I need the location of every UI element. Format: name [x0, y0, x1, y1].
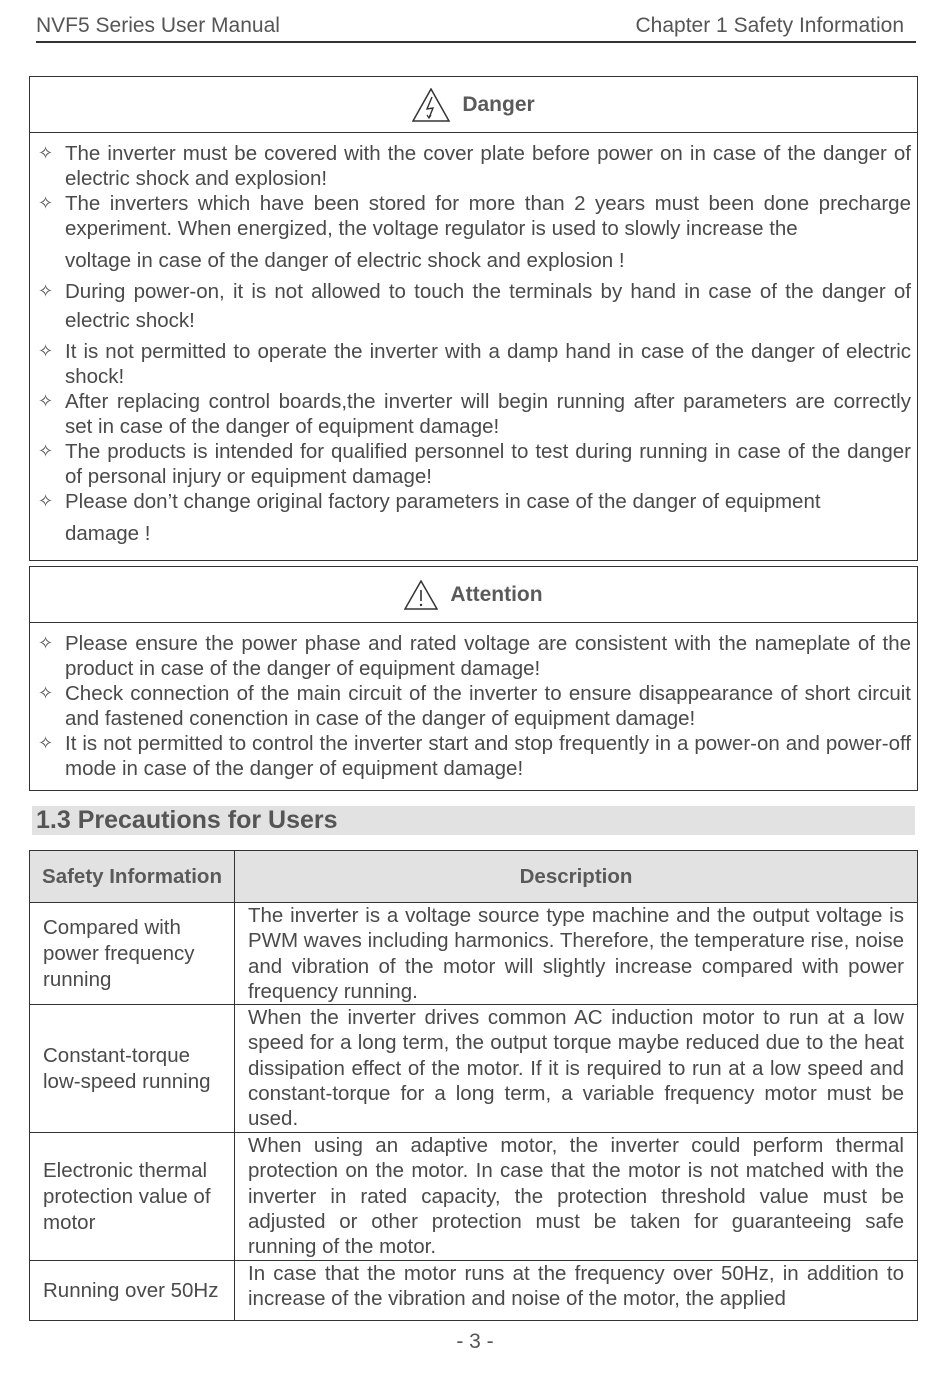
- bullet-diamond-icon: ✧: [38, 683, 54, 703]
- table-row: [30, 1133, 918, 1261]
- safety-info-cell: Compared with power frequency running: [30, 903, 235, 1005]
- bullet-diamond-icon: ✧: [38, 143, 54, 163]
- manual-title: NVF5 Series User Manual: [36, 14, 280, 37]
- page-number: - 3 -: [456, 1330, 494, 1353]
- safety-info-cell: Constant-torque low-speed running: [30, 1005, 235, 1133]
- danger-title: Danger: [462, 92, 535, 116]
- danger-list: [30, 133, 917, 554]
- list-item-text: The inverters which have been stored for more than 2 years must been done precharge experiment. When energized, the voltage regulator is used to slowly increase the: [65, 192, 911, 240]
- list-item-text: Check connection of the main circuit of the inverter to ensure disappearance of short circuit and fastened conenction in case of the danger of equipment damage!: [65, 682, 911, 730]
- list-item: [38, 339, 911, 389]
- safety-info-cell: Running over 50Hz: [30, 1261, 235, 1321]
- description-cell: In case that the motor runs at the frequency over 50Hz, in addition to increase of the vibration and noise of the motor, the applied: [235, 1261, 918, 1321]
- attention-title: Attention: [450, 582, 543, 606]
- attention-list: [30, 623, 917, 789]
- bullet-diamond-icon: ✧: [38, 341, 54, 361]
- list-item: [38, 489, 911, 546]
- safety-info-cell: Electronic thermal protection value of motor: [30, 1133, 235, 1261]
- table-row: [30, 1261, 918, 1321]
- column-header-description: Description: [235, 851, 918, 903]
- list-item-text: The products is intended for qualified personnel to test during running in case of the danger of personal injury or equipment damage!: [65, 440, 911, 488]
- danger-box: [29, 76, 918, 561]
- list-item-text: It is not permitted to control the inverter start and stop frequently in a power-on and power-off mode in case of the danger of equipment damage!: [65, 732, 911, 780]
- bullet-diamond-icon: ✧: [38, 281, 54, 301]
- bullet-diamond-icon: ✧: [38, 491, 54, 511]
- list-item-text: Please don’t change original factory parameters in case of the danger of equipment: [65, 490, 821, 513]
- bullet-diamond-icon: ✧: [38, 633, 54, 653]
- description-cell: The inverter is a voltage source type machine and the output voltage is PWM waves including harmonics. Therefore, the temperature rise, noise and vibration of the motor will slightly increase compared with power frequency running.: [235, 903, 918, 1005]
- list-item: [38, 389, 911, 439]
- list-item-text: The inverter must be covered with the cover plate before power on in case of the danger of electric shock and explosion!: [65, 142, 911, 190]
- chapter-title: Chapter 1 Safety Information: [635, 14, 904, 37]
- attention-box: [29, 566, 918, 791]
- list-item-text: It is not permitted to operate the inverter with a damp hand in case of the danger of electric shock!: [65, 340, 911, 388]
- attention-heading: [30, 567, 917, 623]
- list-item: [38, 141, 911, 191]
- column-header-safety-information: Safety Information: [30, 851, 235, 903]
- list-item: [38, 439, 911, 489]
- list-item-text: During power-on, it is not allowed to touch the terminals by hand in case of the danger of electric shock!: [65, 280, 911, 332]
- list-item-text: Please ensure the power phase and rated voltage are consistent with the nameplate of the product in case of the danger of equipment damage!: [65, 632, 911, 680]
- exclamation-warning-triangle-icon: [404, 580, 438, 610]
- list-item: [38, 731, 911, 781]
- bullet-diamond-icon: ✧: [38, 733, 54, 753]
- description-cell: When using an adaptive motor, the inverter could perform thermal protection on the motor. In case that the motor is not matched with the inverter in rated capacity, the protection threshold value must be adjusted or other protection must be taken for guaranteeing safe running of the motor.: [235, 1133, 918, 1261]
- section-title: 1.3 Precautions for Users: [32, 806, 915, 835]
- bullet-diamond-icon: ✧: [38, 441, 54, 461]
- table-row: [30, 1005, 918, 1133]
- bullet-diamond-icon: ✧: [38, 193, 54, 213]
- list-item-text-continued: voltage in case of the danger of electric shock and explosion !: [65, 249, 625, 272]
- lightning-warning-triangle-icon: [412, 88, 450, 122]
- danger-heading: [30, 77, 917, 133]
- list-item: [38, 681, 911, 731]
- table-row: [30, 903, 918, 1005]
- table-header-row: [30, 851, 918, 903]
- page-header: [36, 12, 916, 43]
- list-item: [38, 191, 911, 273]
- list-item-text: After replacing control boards,the inverter will begin running after parameters are correctly set in case of the danger of equipment damage!: [65, 390, 911, 438]
- list-item-text-continued: damage !: [65, 522, 151, 545]
- bullet-diamond-icon: ✧: [38, 391, 54, 411]
- precautions-table: [29, 850, 918, 1321]
- list-item: [38, 277, 911, 335]
- list-item: [38, 631, 911, 681]
- description-cell: When the inverter drives common AC induction motor to run at a low speed for a long term, the output torque maybe reduced due to the heat dissipation effect of the motor. If it is required to run at a low speed and constant-torque for a long term, a variable frequency motor must be used.: [235, 1005, 918, 1133]
